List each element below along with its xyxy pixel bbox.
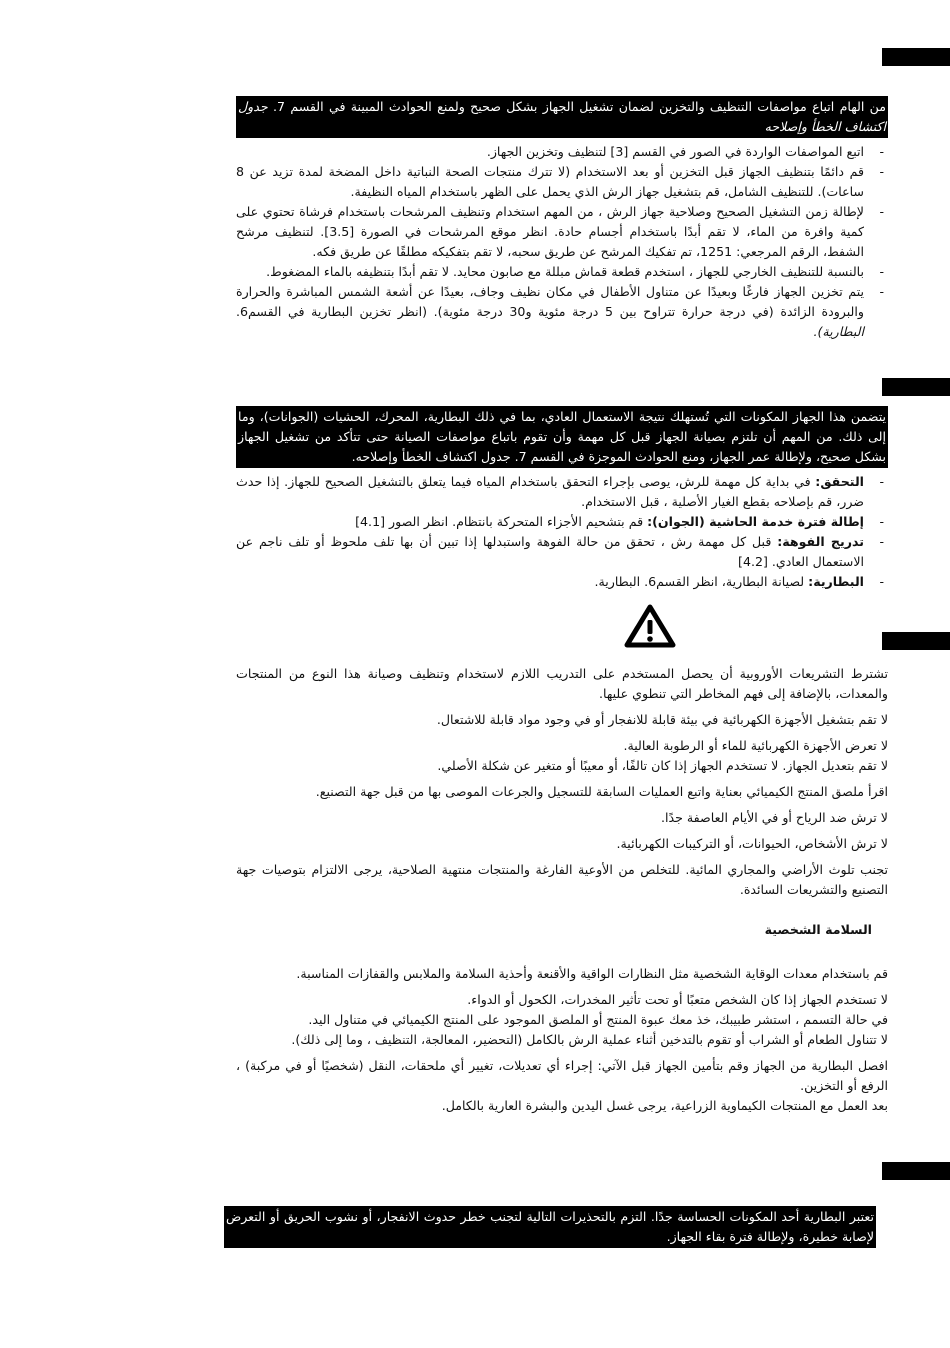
maintenance-banner: يتضمن هذا الجهاز المكونات التي تُستهلك نتيجة الاستعمال العادي، بما في ذلك البطارية، المحرك، الحشيات (الجوانات)، وما إلى ذلك. من المهم أن تلتزم بصيانة الجهاز قبل كل مهمة وأن تقوم باتباع مواصفات الصيانة حتى تتأكد من تشغيل الجهاز بشكل صحيح، ولإطالة عمر الجهاز، ومنع الحوادث الموجزة في القسم 7. جدول اكتشاف الخطأ وإصلاحه. [236,406,888,468]
personal-safety-paragraph: لا تستخدم الجهاز إذا كان الشخص متعبًا أو تحت تأثير المخدرات، الكحول أو الدواء. [467,992,888,1007]
personal-safety-body [236,964,888,1116]
personal-safety-paragraph: لا تتناول الطعام أو الشراب أو تقوم بالتدخين أثناء عملية الرش بالكامل (التحضير، المعالجة، التنظيف ، وما إلى ذلك). [291,1032,888,1047]
banner-italic-text: جدول اكتشاف الخطأ وإصلاحه [238,99,886,134]
safety-paragraph: اقرأ ملصق المنتج الكيميائي بعناية واتبع العمليات السابقة للتسجيل والجرعات الموصى بها من قبل جهة التصنيع. [315,784,888,799]
safety-paragraph: لا ترش ضد الرياح أو في الأيام العاصفة جدًا. [661,810,888,825]
personal-safety-heading: السلامة الشخصية [764,922,872,937]
list-item: - قم دائمًا بتنظيف الجهاز قبل التخزين أو بعد الاستخدام (لا تترك منتجات الصحة النباتية داخل المضخة لمدة تزيد عن 8 ساعات). للتنظيف الشامل، قم بتشغيل جهاز الرش الذي يحمل على الظهر باستخدام المياه النظيفة. [236,162,888,202]
banner-text: من الهام اتباع مواصفات التنظيف والتخزين لضمان تشغيل الجهاز بشكل صحيح ولمنع الحوادث المبينة في القسم 7. [272,99,886,114]
personal-safety-paragraph: افصل البطارية من الجهاز وقم بتأمين الجهاز قبل الآتي: إجراء أي تعديلات، تغيير أي ملحقات، النقل (شخصيًا أو في مركبة) ، الرفع أو التخزين. [236,1058,888,1093]
safety-paragraph: لا تقم بتشغيل الأجهزة الكهربائية في بيئة قابلة للانفجار أو في وجود مواد قابلة للاشتعال. [436,712,888,727]
list-item-text: لصيانة البطارية، انظر القسم6. البطارية. [594,574,809,589]
list-item-label: التحقق: [815,474,864,489]
list-item-italic: البطارية). [813,324,864,339]
list-item-label: البطارية: [808,574,864,589]
battery-section [224,1206,876,1252]
list-item: - بالنسبة للتنظيف الخارجي للجهاز ، استخدم قطعة قماش مبللة مع صابون محايد. لا تقم أبدًا بتنظيفه بالماء المضغوط. [236,262,888,282]
personal-safety-paragraph: قم باستخدام معدات الوقاية الشخصية مثل النظارات الواقية والأقنعة وأحذية السلامة والملابس والقفازات المناسبة. [296,966,888,981]
battery-banner: تعتبر البطارية أحد المكونات الحساسة جدًا. التزم بالتحذيرات التالية لتجنب خطر حدوث الانفجار، أو نشوب الحريق أو التعرض لإصابة خطيرة، ولإطالة فترة بقاء الجهاز. [224,1206,876,1248]
section-tab-marker [882,48,950,66]
personal-safety-section [236,920,872,940]
safety-rules-section [236,664,888,906]
section-tab-marker [882,632,950,650]
list-item-text: قبل كل مهمة رش ، تحقق من حالة الفوهة واستبدلها إذا تبين أن بها تلف ملحوظ أو تلف ناجم عن الاستعمال العادي. [4.2] [236,534,864,569]
list-item-text: يتم تخزين الجهاز فارغًا وبعيدًا عن متناول الأطفال في مكان نظيف وجاف، بعيدًا عن أشعة الشمس المباشرة والحرارة والبرودة الزائدة (في درجة حرارة تتراوح بين 5 درجة مئوية و30 درجة مئوية). (انظر تخزين البطارية في القسم6. [236,284,864,319]
cleaning-list [236,142,888,342]
list-item [236,472,888,512]
personal-safety-paragraph: بعد العمل مع المنتجات الكيماوية الزراعية، يرجى غسل اليدين والبشرة العارية بالكامل. [441,1098,888,1113]
section-tab-marker [882,378,950,396]
list-item-text: قم بتشحيم الأجزاء المتحركة بانتظام. انظر الصور [4.1] [355,514,648,529]
list-item [236,512,888,532]
list-item [236,282,888,342]
list-item-label: تدريج الفوهة: [777,534,864,549]
cleaning-storage-banner [236,96,888,138]
cleaning-storage-section [236,96,888,342]
section-tab-marker [882,1162,950,1180]
personal-safety-paragraph: في حالة التسمم ، استشر طبيبك، خذ معك عبوة المنتج أو الملصق الموجود على المنتج الكيميائي في متناول اليد. [308,1012,888,1027]
list-item: - لإطالة زمن التشغيل الصحيح وصلاحية جهاز الرش ، من المهم استخدام وتنظيف المرشحات باستخدام فرشاة تحتوي على كمية وافرة من الماء، لا تقم أبدًا باستخدام أجسام حادة. انظر موقع المرشحات في الصورة [3.5]. لتنظيف مرشح الشفط، الرقم المرجعي: 1251، تم تفكيك المرشح عن طريق سحبه، لا تقم بتفكيكه مطلقًا عن طريق فكه. [236,202,888,262]
maintenance-section [236,406,888,592]
maintenance-list [236,472,888,592]
safety-paragraph: لا تعرض الأجهزة الكهربائية للماء أو الرطوبة العالية. [623,738,888,753]
warning-triangle-icon [624,604,676,648]
safety-paragraph: تجنب تلوث الأراضي والمجاري المائية. للتخلص من الأوعية الفارغة والمنتجات منتهية الصلاحية، يرجى الالتزام بتوصيات جهة التصنيع والتشريعات السائدة. [236,862,888,897]
list-item-label: إطالة فترة خدمة الحاشية (الجوان): [647,514,864,529]
list-item [236,532,888,572]
safety-paragraph: لا ترش الأشخاص، الحيوانات، أو التركيبات الكهربائية. [616,836,888,851]
safety-paragraph: لا تقم بتعديل الجهاز. لا تستخدم الجهاز إذا كان تالفًا، أو معيبًا أو متغير عن شكلة الأصلي. [437,758,888,773]
safety-paragraph: تشترط التشريعات الأوروبية أن يحصل المستخدم على التدريب اللازم لاستخدام وتنظيف وصيانة هذا النوع من المنتجات والمعدات، بالإضافة إلى فهم المخاطر التي تنطوي عليها. [236,666,888,701]
list-item [236,572,888,592]
list-item-text: في بداية كل مهمة للرش، يوصى بإجراء التحقق باستخدام المياه فيما يتعلق بالتشغيل الصحيح للجهاز. إذا حدث ضرر، قم بإصلاحه بقطع الغيار الأصلية ، قبل الاستخدام. [236,474,864,509]
list-item: - اتبع المواصفات الواردة في الصور في القسم [3] لتنظيف وتخزين الجهاز. [236,142,888,162]
